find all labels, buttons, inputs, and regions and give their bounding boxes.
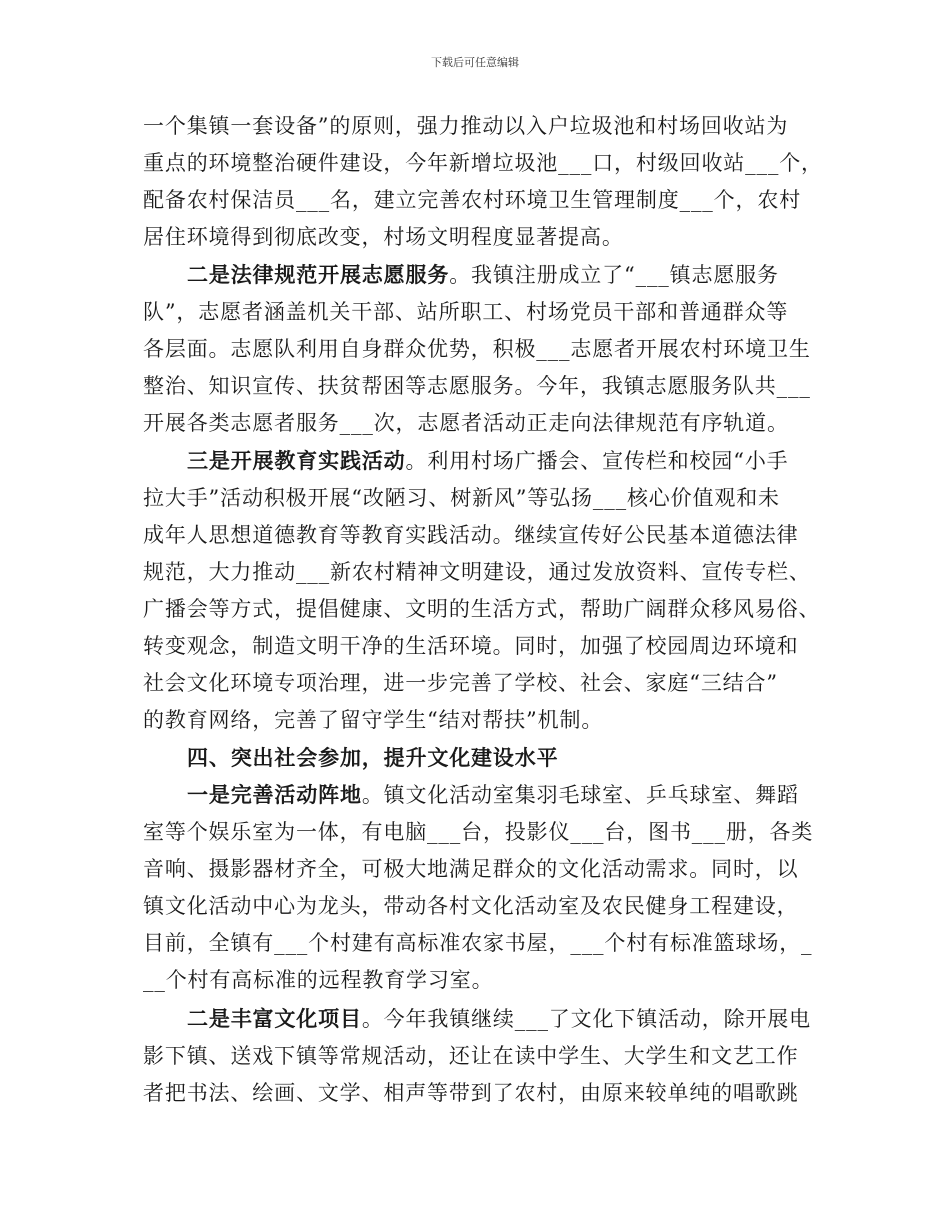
text-run: 。镇文化活动室集羽毛球室、乒乓球室、舞蹈: [361, 783, 799, 807]
text-line: [143, 966, 493, 994]
text-line: [187, 261, 779, 289]
text-run: __个村有高标准的远程教育学习室。: [143, 968, 494, 992]
paragraph-heading: 一是完善活动阵地: [187, 782, 362, 807]
text-line: [143, 818, 813, 846]
text-line: [143, 595, 820, 623]
text-run: 配备农村保洁员___名，建立完善农村环境卫生管理制度___个，农村: [143, 188, 802, 212]
paragraph-heading: 三是开展教育实践活动: [187, 448, 406, 473]
text-line: [143, 186, 801, 214]
text-run: 开展各类志愿者服务___次，志愿者活动正走向法律规范有序轨道。: [143, 411, 789, 435]
text-run: 音响、摄影器材齐全，可极大地满足群众的文化活动需求。同时，以: [143, 857, 799, 881]
text-line: [143, 706, 603, 734]
text-line: [143, 669, 778, 697]
page-header: 下载后可任意编辑: [431, 56, 519, 69]
text-run: 。利用村场广播会、宣传栏和校园“小手: [405, 449, 789, 473]
text-run: 镇文化活动中心为龙头，带动各村文化活动室及农民健身工程建设，: [143, 894, 799, 918]
text-line: [143, 409, 789, 437]
text-line: [187, 447, 789, 475]
text-line: [143, 892, 799, 920]
text-run: 。我镇注册成立了“___镇志愿服务: [449, 263, 779, 287]
text-run: 广播会等方式，提倡健康、文明的生活方式，帮助广阔群众移风易俗、: [143, 597, 821, 621]
text-line: [143, 1079, 799, 1107]
section-heading: [187, 744, 558, 772]
text-line: [143, 929, 812, 957]
text-run: 影下镇、送戏下镇等常规活动，还让在读中学生、大学生和文艺工作: [143, 1044, 799, 1068]
text-line: [143, 558, 811, 586]
paragraph-heading: 二是法律规范开展志愿服务: [187, 262, 450, 287]
text-run: 重点的环境整治硬件建设，今年新增垃圾池___口，村级回收站___个，: [143, 151, 823, 175]
text-line: [187, 1005, 811, 1033]
text-run: 居住环境得到彻底改变，村场文明程度显著提高。: [143, 225, 624, 249]
text-run: 室等个娱乐室为一体，有电脑___台，投影仪___台，图书___册，各类: [143, 820, 814, 844]
text-run: 转变观念，制造文明干净的生活环境。同时，加强了校园周边环境和: [143, 634, 799, 658]
text-run: 队”，志愿者涵盖机关干部、站所职工、村场党员干部和普通群众等: [143, 300, 789, 324]
text-run: 。今年我镇继续___了文化下镇活动，除开展电: [361, 1007, 812, 1031]
text-run: 目前，全镇有___个村建有高标准农家书屋，___个村有标准篮球场，_: [143, 931, 813, 955]
text-line: [143, 298, 788, 326]
text-line: [143, 1042, 799, 1070]
text-run: 社会文化环境专项治理，进一步完善了学校、社会、家庭“三结合”: [143, 671, 778, 695]
text-run: 者把书法、绘画、文学、相声等带到了农村，由原来较单纯的唱歌跳: [143, 1081, 799, 1105]
text-run: 各层面。志愿队利用自身群众优势，积极___志愿者开展农村环境卫生: [143, 337, 811, 361]
text-line: [143, 149, 823, 177]
text-line: [143, 372, 811, 400]
text-line: [143, 521, 799, 549]
text-run: 规范，大力推动___新农村精神文明建设，通过发放资料、宣传专栏、: [143, 560, 811, 584]
text-run: 四、突出社会参加，提升文化建设水平: [187, 745, 559, 770]
text-run: 成年人思想道德教育等教育实践活动。继续宣传好公民基本道德法律: [143, 523, 799, 547]
text-line: [143, 855, 799, 883]
text-line: [143, 223, 624, 251]
text-line: [143, 632, 799, 660]
paragraph-heading: 二是丰富文化项目: [187, 1006, 362, 1031]
text-line: [143, 112, 788, 140]
text-run: 的教育网络，完善了留守学生“结对帮扶”机制。: [143, 708, 604, 732]
text-line: [143, 484, 780, 512]
text-run: 一个集镇一套设备”的原则，强力推动以入户垃圾池和村场回收站为: [143, 114, 789, 138]
text-run: 拉大手”活动积极开展“改陋习、树新风”等弘扬___核心价值观和未: [143, 486, 780, 510]
text-line: [187, 781, 799, 809]
text-run: 整治、知识宣传、扶贫帮困等志愿服务。今年，我镇志愿服务队共___: [143, 374, 811, 398]
text-line: [143, 335, 811, 363]
